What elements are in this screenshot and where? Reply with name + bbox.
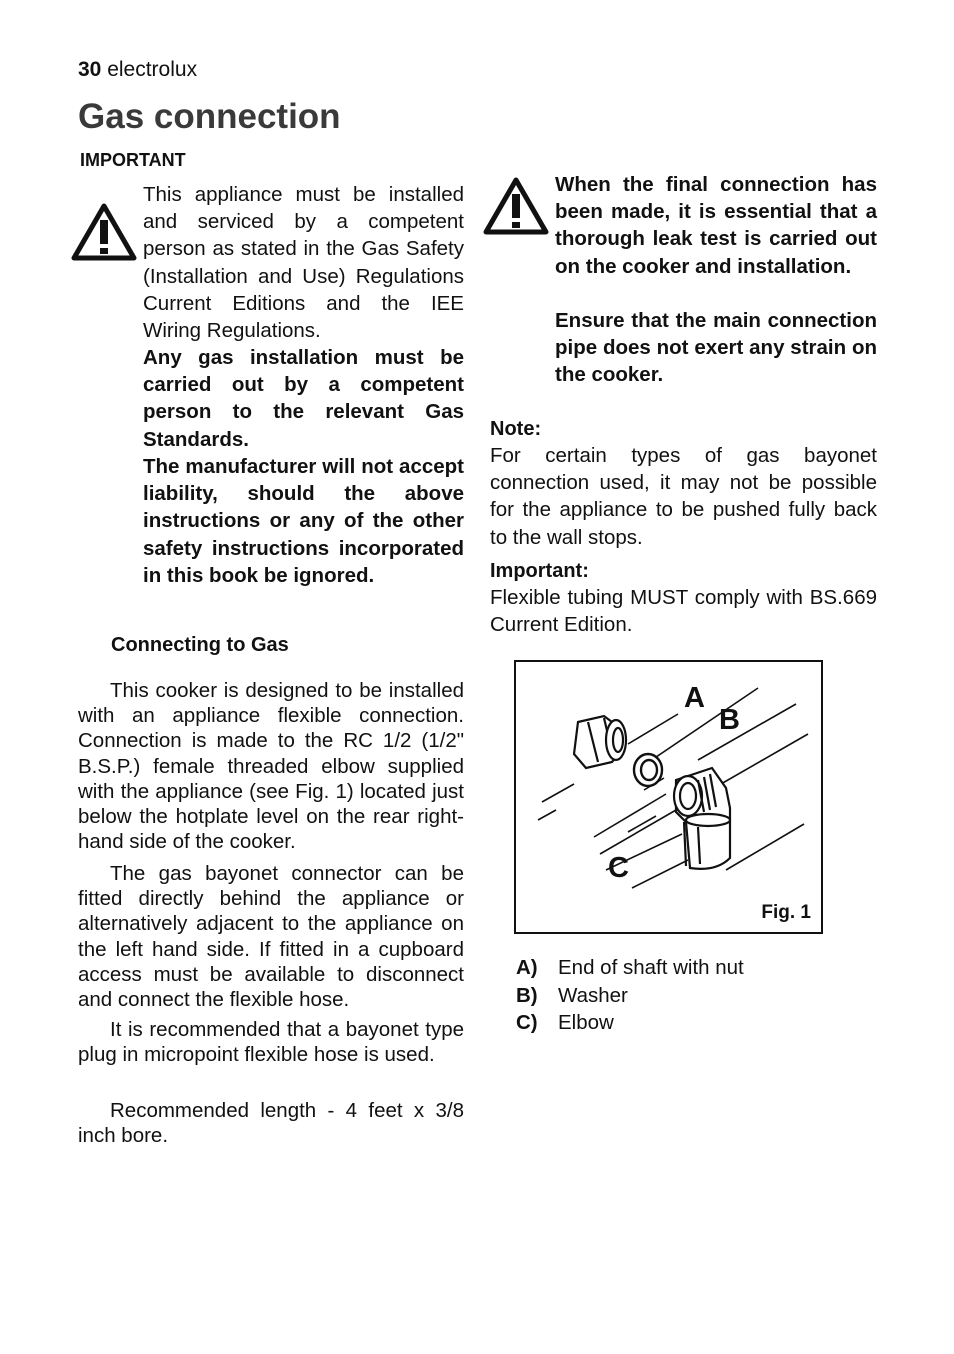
figure-letter-c: C [608, 852, 629, 884]
figure-letter-b: B [719, 704, 740, 736]
page-header [78, 58, 197, 82]
brand-name: electrolux [107, 58, 198, 81]
legend-item [516, 982, 744, 1010]
important-label: IMPORTANT [80, 150, 186, 170]
gas-connection-diagram [516, 662, 821, 932]
legend-text: Washer [558, 983, 628, 1007]
legend-text: End of shaft with nut [558, 956, 744, 979]
important-text: Flexible tubing MUST comply with BS.669 Current Edition. [490, 586, 877, 637]
legend-key: A) [516, 956, 538, 979]
legend-item [516, 1009, 744, 1037]
figure-letter-a: A [684, 682, 705, 714]
legend-text: Elbow [558, 1011, 614, 1034]
legend-key: B) [516, 983, 538, 1007]
right-warning-paragraph-2: Ensure that the main connection pipe does not exert any strain on the cooker. [555, 309, 877, 387]
note-label: Note: [490, 418, 542, 440]
warning-triangle-icon [70, 202, 138, 262]
note-text: For certain types of gas bayonet connection used, it may not be possible for the appliance to be pushed fully back to the wall stops. [490, 444, 877, 549]
figure-1 [514, 660, 823, 934]
page-title: Gas connection [78, 97, 341, 136]
section-subheading: Connecting to Gas [111, 634, 289, 656]
legend-item [516, 954, 744, 982]
legend-key: C) [516, 1011, 538, 1034]
body-paragraph-4: Recommended length - 4 feet x 3/8 inch bore. [78, 1099, 464, 1148]
right-warning-paragraph-1: When the final connection has been made, it is essential that a thorough leak test is carried out on the cooker and installation. [555, 173, 877, 278]
warning-triangle-icon [482, 176, 550, 236]
important-subheading: Important: [490, 560, 589, 582]
figure-legend [516, 954, 744, 1037]
body-paragraph-2: The gas bayonet connector can be fitted directly behind the appliance or alternatively adjacent to the appliance on the left hand side. If fitted in a cupboard access must be available to disconnect and connect the flexible hose. [78, 862, 464, 1012]
page-number: 30 [78, 58, 102, 81]
body-paragraph-1: This cooker is designed to be installed with an appliance flexible connection. Connection is made to the RC 1/2 (1/2" B.S.P.) female threaded elbow supplied with the appliance (see Fig. 1) located just below the hotplate level on the rear right-hand side of the cooker. [78, 679, 464, 854]
figure-label: Fig. 1 [761, 902, 811, 923]
body-paragraph-3: It is recommended that a bayonet type plug in micropoint flexible hose is used. [78, 1018, 464, 1067]
warning-paragraph-2: Any gas installation must be carried out by a competent person to the relevant Gas Standards. [143, 346, 464, 451]
warning-paragraph-1: This appliance must be installed and serviced by a competent person as stated in the Gas Safety (Installation and Use) Regulations Current Editions and the IEE Wiring Regulations. [143, 183, 464, 343]
warning-paragraph-3: The manufacturer will not accept liability, should the above instructions or any of the other safety instructions incorporated in this book be ignored. [143, 455, 464, 587]
